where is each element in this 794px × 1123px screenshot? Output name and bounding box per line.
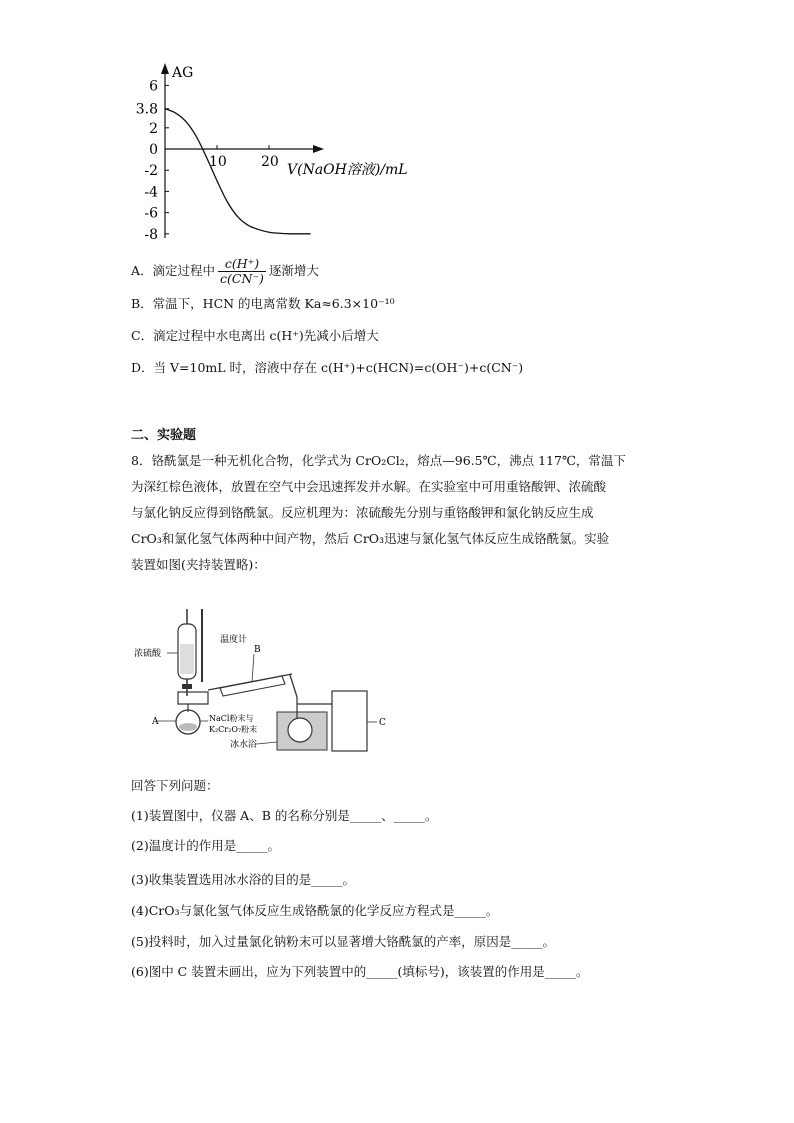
- option-d: D．当 V=10mL 时，溶液中存在 c(H⁺)+c(HCN)=c(OH⁻)+c(CN⁻): [131, 360, 524, 375]
- y-tick-labels: [136, 78, 169, 242]
- label-c: C: [379, 718, 386, 728]
- option-c: C．滴定过程中水电离出 c(H⁺)先减小后增大: [131, 328, 379, 343]
- answers-intro: 回答下列问题：: [131, 778, 219, 793]
- apparatus-diagram: [132, 604, 392, 764]
- x-tick-label-1: 20: [261, 154, 279, 170]
- sub-question-6: (6)图中 C 装置未画出，应为下列装置中的_____(填标号)，该装置的作用是_____。: [131, 964, 589, 979]
- question-8-line-1: 8．铬酰氯是一种无机化合物，化学式为 CrO₂Cl₂，熔点—96.5℃，沸点 117℃，常温下: [131, 453, 626, 468]
- label-thermometer: 温度计: [220, 635, 248, 645]
- label-nacl: NaCl粉末与: [209, 714, 254, 723]
- y-tick-label-0: 6: [149, 78, 158, 95]
- question-8-line-2: 为深红棕色液体，放置在空气中会迅速挥发并水解。在实验室中可用重铬酸钾、浓硫酸: [131, 479, 607, 494]
- sub-question-5: (5)投料时，加入过量氯化钠粉末可以显著增大铬酰氯的产率，原因是_____。: [131, 934, 555, 949]
- option-a-prefix: A．滴定过程中: [131, 263, 216, 278]
- option-b: B．常温下，HCN 的电离常数 Ka≈6.3×10⁻¹⁰: [131, 296, 395, 311]
- label-concentrated-sulfuric-acid: 浓硫酸: [134, 649, 162, 659]
- x-axis-label: V(NaOH溶液)/mL: [287, 162, 408, 178]
- label-k2cr2o7: K₂Cr₂O₇粉末: [209, 725, 258, 734]
- option-a-numerator: c(H⁺): [218, 257, 266, 272]
- sub-question-1: (1)装置图中，仪器 A、B 的名称分别是_____、_____。: [131, 808, 438, 823]
- y-tick-label-3: 0: [149, 142, 158, 158]
- question-8-line-3: 与氯化钠反应得到铬酰氯。反应机理为：浓硫酸先分别与重铬酸钾和氯化钠反应生成: [131, 505, 594, 520]
- question-8-line-4: CrO₃和氯化氢气体两种中间产物，然后 CrO₃迅速与氯化氢气体反应生成铬酰氯。实验: [131, 531, 610, 546]
- label-ice-bath: 冰水浴: [230, 740, 258, 750]
- option-a-fraction: [218, 257, 266, 286]
- label-b: B: [254, 645, 261, 655]
- x-tick-label-0: 10: [209, 154, 227, 170]
- option-a-denominator: c(CN⁻): [220, 271, 264, 286]
- y-axis-arrow: [161, 63, 169, 74]
- y-tick-label-6: -6: [144, 205, 158, 222]
- question-8-line-5: 装置如图(夹持装置略)：: [131, 557, 266, 572]
- sub-question-4: (4)CrO₃与氯化氢气体反应生成铬酰氯的化学反应方程式是_____。: [131, 903, 499, 918]
- y-tick-label-7: -8: [144, 226, 158, 243]
- label-a: A: [152, 717, 159, 727]
- section-title: 二、实验题: [131, 428, 197, 443]
- y-tick-label-2: 2: [149, 120, 158, 137]
- sub-question-3: (3)收集装置选用冰水浴的目的是_____。: [131, 872, 355, 887]
- y-tick-label-4: -2: [144, 163, 158, 180]
- y-tick-label-1: 3.8: [135, 101, 158, 118]
- y-axis-label: AG: [172, 65, 194, 81]
- x-axis-arrow: [313, 145, 324, 153]
- sub-question-2: (2)温度计的作用是_____。: [131, 838, 280, 853]
- ag-titration-chart: [125, 60, 435, 245]
- option-a-suffix: 逐渐增大: [268, 263, 319, 278]
- y-tick-label-5: -4: [144, 184, 158, 201]
- option-a: [131, 257, 319, 286]
